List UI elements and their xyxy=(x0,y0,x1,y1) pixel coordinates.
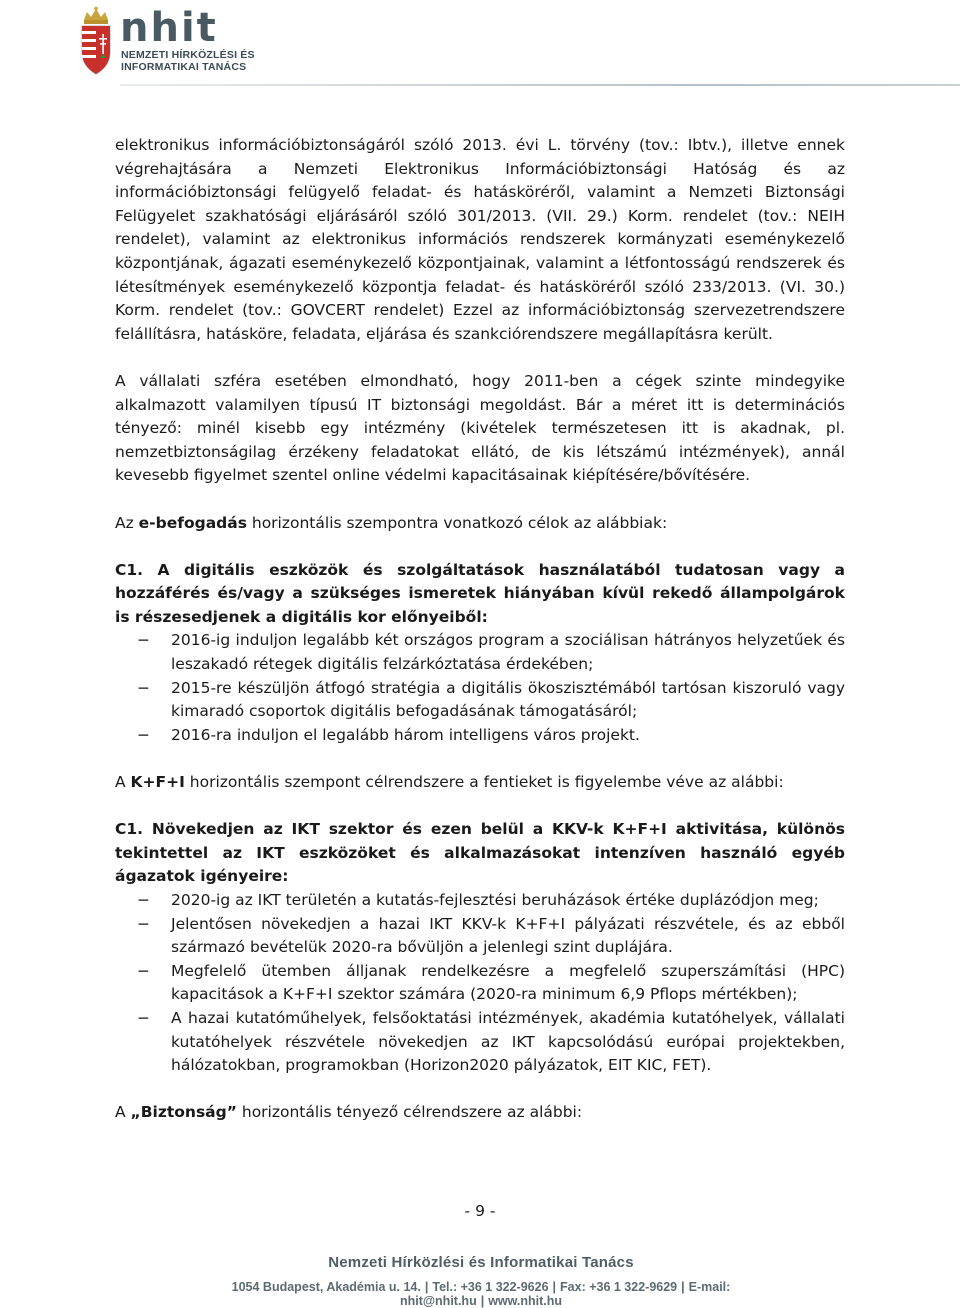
paragraph xyxy=(115,771,845,795)
list-item: − 2015-re készüljön átfogó stratégia a digitális ökoszisztémából tartósan kiszoruló vagy kimaradó csoportok digitális befogadásának támogatásáról; xyxy=(115,677,845,724)
footer-address: 1054 Budapest, Akadémia u. 14. xyxy=(231,1280,421,1294)
logo-subtitle-line: INFORMATIKAI TANÁCS xyxy=(121,61,247,73)
document-body xyxy=(115,134,845,1125)
list-item: − 2016-ig induljon legalább két országos program a szociálisan hátrányos helyzetűek és leszakadó rétegek digitális felzárkóztatása érdekében; xyxy=(115,629,845,676)
emphasis: „Biztonság” xyxy=(130,1103,237,1122)
text-run: horizontális tényező célrendszere az alábbi: xyxy=(236,1103,583,1122)
list-item: − Jelentősen növekedjen a hazai IKT KKV-k K+F+I pályázati részvétele, és az ebből származó bevételük 2020-ra bővüljön a jelenlegi szint duplájára. xyxy=(115,913,845,960)
paragraph xyxy=(115,1101,845,1125)
goal-heading: C1. A digitális eszközök és szolgáltatások használatából tudatosan vagy a hozzáférés és/vagy a szükséges ismeretek hiányában kívül rekedő állampolgárok is részesedjenek a digitális kor előnyeiből: xyxy=(115,560,845,626)
text-run: horizontális szempontra vonatkozó célok az alábbiak: xyxy=(246,513,668,532)
paragraph xyxy=(115,512,845,536)
footer-phone: Tel.: +36 1 322-9626 xyxy=(432,1280,549,1294)
goal-heading: C1. Növekedjen az IKT szektor és ezen belül a KKV-k K+F+I aktivitása, különös tekintettel az IKT eszközöket és alkalmazásokat intenzíven használó egyéb ágazatok igényeire: xyxy=(115,820,845,886)
paragraph: A vállalati szféra esetében elmondható, hogy 2011-ben a cégek szinte mindegyike alkalmazott valamilyen típusú IT biztonsági megoldást. Bár a méret itt is determinációs tényező: minél kisebb egy intézmény (kivételek természetesen itt is akadnak, pl. nemzetbiztonságilag érzékeny feladatokat ellátó, de kis létszámú intézmények), annál kevesebb figyelmet szentel online védelmi kapacitásainak kiépítésére/bővítésére. xyxy=(115,371,845,485)
list-item: − 2020-ig az IKT területén a kutatás-fejlesztési beruházások értéke duplázódjon meg; xyxy=(115,889,845,913)
page-number: - 9 - xyxy=(464,1202,496,1220)
goal-list xyxy=(115,629,845,747)
logo-wordmark: nhit xyxy=(120,5,218,51)
text-run: Az xyxy=(115,513,139,532)
footer-contact: 1054 Budapest, Akadémia u. 14. | Tel.: +36 1 322-9626 | Fax: +36 1 322-9629 | E-mail: nhit@nhit.hu | www.nhit.hu xyxy=(231,1280,731,1308)
list-item: − Megfelelő ütemben álljanak rendelkezésre a megfelelő szuperszámítási (HPC) kapacitások a K+F+I szektor számára (2020-ra minimum 6,9 Pflops mértékben); xyxy=(115,960,845,1007)
page-footer xyxy=(176,1254,786,1308)
logo-subtitle-line: NEMZETI HÍRKÖZLÉSI ÉS xyxy=(121,49,255,61)
list-item: − 2016-ra induljon el legalább három intelligens város projekt. xyxy=(115,724,845,748)
list-item: − A hazai kutatóműhelyek, felsőoktatási intézmények, akadémia kutatóhelyek, vállalati kutatóhelyek részvétele növekedjen az IKT kapcsolódású európai projektekben, hálózatokban, programokban (Horizon2020 pályázatok, EIT KIC, FET). xyxy=(115,1007,845,1078)
text-run: A xyxy=(115,1103,131,1122)
footer-website: www.nhit.hu xyxy=(488,1294,563,1308)
footer-email: E-mail: nhit@nhit.hu xyxy=(399,1280,731,1308)
goal-list xyxy=(115,889,845,1078)
emphasis: K+F+I xyxy=(130,773,185,792)
logo-subtitle xyxy=(121,49,255,73)
footer-fax: Fax: +36 1 322-9629 xyxy=(560,1280,678,1294)
hungarian-coat-of-arms-icon xyxy=(78,6,114,76)
footer-organization: Nemzeti Hírközlési és Informatikai Tanács xyxy=(328,1254,634,1271)
text-run: horizontális szempont célrendszere a fentieket is figyelembe véve az alábbi: xyxy=(184,773,784,792)
text-run: A xyxy=(115,773,131,792)
page-header xyxy=(78,6,948,78)
header-divider xyxy=(120,84,960,86)
emphasis: e-befogadás xyxy=(138,513,247,532)
paragraph: elektronikus információbiztonságáról szóló 2013. évi L. törvény (tov.: Ibtv.), illetve ennek végrehajtására a Nemzeti Elektronikus Információbiztonsági Hatóság és az információbiztonsági felügyelő feladat- és hatásköréről, valamint a Nemzeti Biztonsági Felügyelet szakhatósági eljárásáról szóló 301/2013. (VII. 29.) Korm. rendelet (tov.: NEIH rendelet), valamint az elektronikus információs rendszerek kormányzati eseménykezelő központjának, ágazati eseménykezelő központjainak, valamint a létfontosságú rendszerek és létesítmények eseménykezelő központja feladat- és hatásköréről szóló 233/2013. (VI. 30.) Korm. rendelet (tov.: GOVCERT rendelet) Ezzel az információbiztonság szervezetrendszere felállításra, hatásköre, feladata, eljárása és szankciórendszere megállapításra került. xyxy=(115,136,845,343)
